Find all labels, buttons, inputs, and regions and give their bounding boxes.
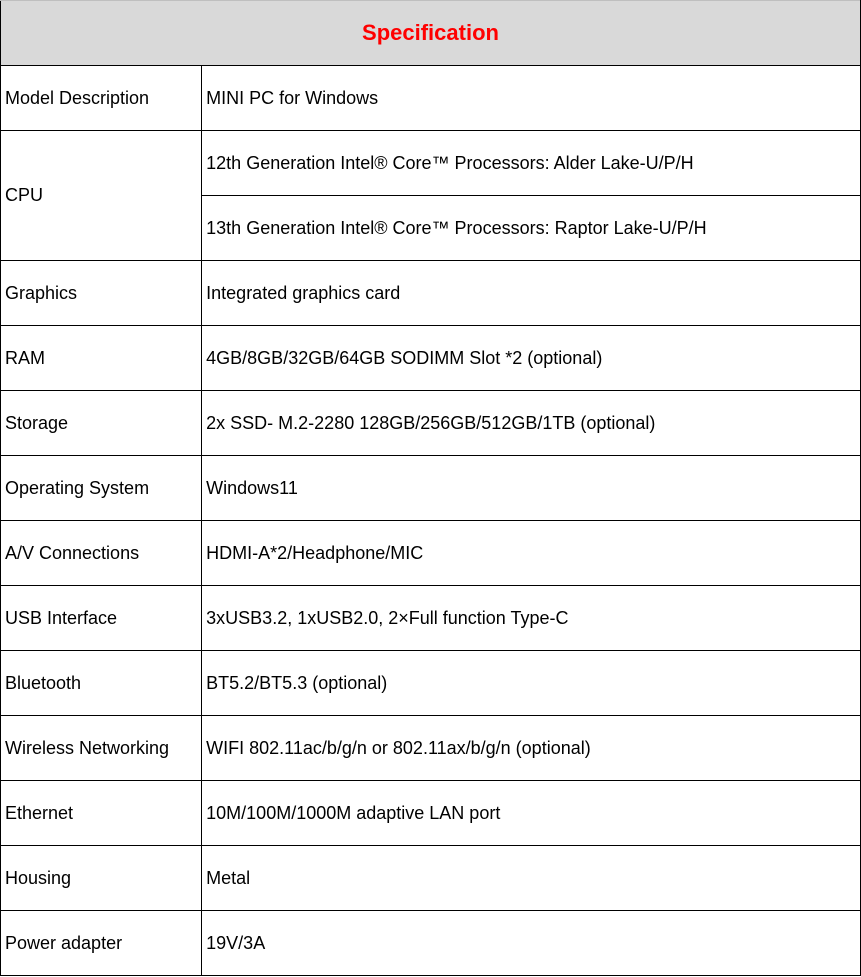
table-row-storage (1, 391, 861, 456)
table-row-bluetooth (1, 651, 861, 716)
table-title: Specification (1, 1, 861, 66)
table-row-power (1, 911, 861, 976)
table-row-ethernet (1, 781, 861, 846)
row-value: 12th Generation Intel® Core™ Processors: Alder Lake-U/P/H (202, 131, 861, 196)
row-value: HDMI-A*2/Headphone/MIC (202, 521, 861, 586)
row-value: Metal (202, 846, 861, 911)
table-row-av (1, 521, 861, 586)
title-row (1, 1, 861, 66)
table-row-housing (1, 846, 861, 911)
table-row-os (1, 456, 861, 521)
row-value: 4GB/8GB/32GB/64GB SODIMM Slot *2 (optional) (202, 326, 861, 391)
row-label: Model Description (1, 66, 202, 131)
row-value: BT5.2/BT5.3 (optional) (202, 651, 861, 716)
row-value: WIFI 802.11ac/b/g/n or 802.11ax/b/g/n (optional) (202, 716, 861, 781)
table-row-cpu (1, 131, 861, 196)
table-row-usb (1, 586, 861, 651)
row-label: CPU (1, 131, 202, 261)
row-label: Graphics (1, 261, 202, 326)
row-value: 3xUSB3.2, 1xUSB2.0, 2×Full function Type-C (202, 586, 861, 651)
table-row-ram (1, 326, 861, 391)
row-label: A/V Connections (1, 521, 202, 586)
table-row-model (1, 66, 861, 131)
row-label: Housing (1, 846, 202, 911)
table-row-wireless (1, 716, 861, 781)
row-value: MINI PC for Windows (202, 66, 861, 131)
row-value: 10M/100M/1000M adaptive LAN port (202, 781, 861, 846)
row-label: Bluetooth (1, 651, 202, 716)
row-label: Wireless Networking (1, 716, 202, 781)
row-label: Power adapter (1, 911, 202, 976)
row-label: Operating System (1, 456, 202, 521)
row-label: USB Interface (1, 586, 202, 651)
row-label: Storage (1, 391, 202, 456)
row-value: 19V/3A (202, 911, 861, 976)
row-label: Ethernet (1, 781, 202, 846)
row-label: RAM (1, 326, 202, 391)
row-value: 2x SSD- M.2-2280 128GB/256GB/512GB/1TB (optional) (202, 391, 861, 456)
row-value: Integrated graphics card (202, 261, 861, 326)
table-row-graphics (1, 261, 861, 326)
row-value: Windows11 (202, 456, 861, 521)
row-value: 13th Generation Intel® Core™ Processors: Raptor Lake-U/P/H (202, 196, 861, 261)
